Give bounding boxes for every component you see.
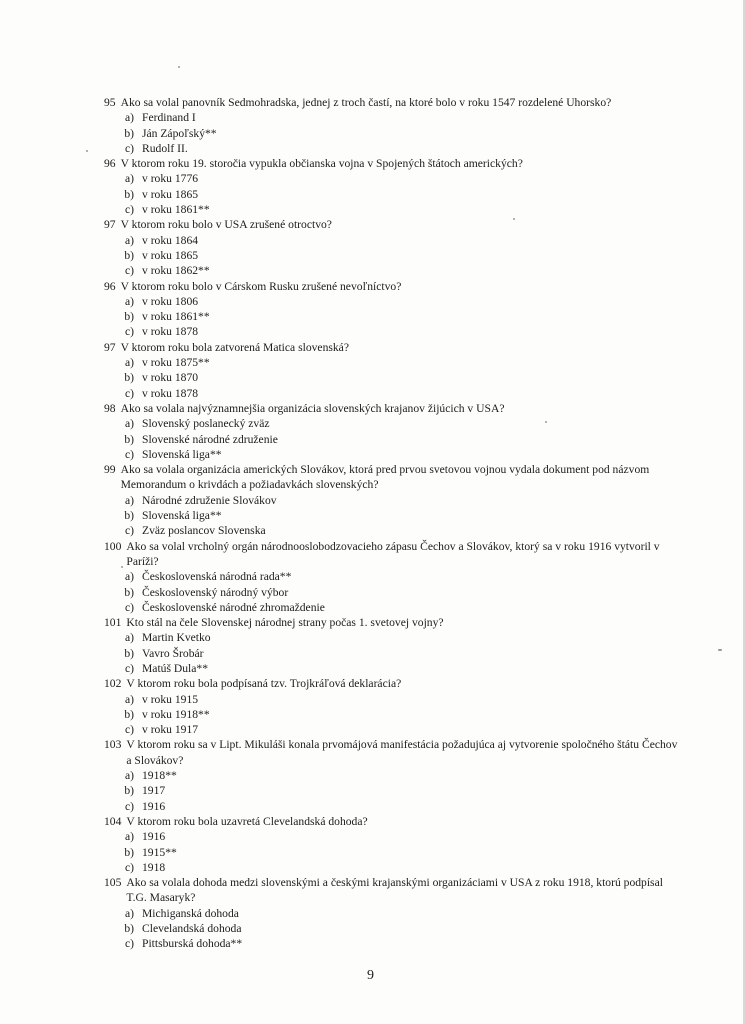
- option-text: v roku 1917: [142, 723, 199, 737]
- question-text: Ako sa volala najvýznamnejšia organizácia slovenských krajanov žijúcich v USA?: [120, 401, 505, 415]
- answer-option: [104, 646, 684, 661]
- option-text: Ján Zápoľský**: [142, 126, 217, 140]
- answer-option: [104, 768, 684, 783]
- question-row: [104, 615, 684, 630]
- option-text: Clevelandská dohoda: [142, 922, 242, 936]
- option-label: c): [124, 141, 134, 155]
- answer-option: [104, 324, 684, 339]
- answer-option: [104, 906, 684, 921]
- question-number: 102: [104, 677, 122, 691]
- answer-option: [104, 508, 684, 523]
- scan-speck: [178, 66, 180, 68]
- question-text: V ktorom roku bola podpísaná tzv. Trojkráľová deklarácia?: [126, 677, 402, 691]
- question-row: [104, 539, 684, 570]
- option-label: a): [124, 631, 134, 645]
- answer-option: [104, 141, 684, 156]
- question-block: [104, 737, 684, 813]
- answer-option: [104, 355, 684, 370]
- option-text: Vavro Šrobár: [142, 646, 204, 660]
- answer-option: [104, 126, 684, 141]
- option-label: b): [124, 509, 134, 523]
- scan-speck: [513, 218, 515, 220]
- option-label: c): [124, 937, 134, 951]
- answer-option: [104, 447, 684, 462]
- option-label: b): [124, 585, 134, 599]
- option-label: b): [124, 432, 134, 446]
- option-label: b): [124, 248, 134, 262]
- option-text: v roku 1918**: [142, 707, 210, 721]
- option-label: c): [124, 264, 134, 278]
- question-block: [104, 95, 684, 156]
- option-text: 1918**: [142, 769, 177, 783]
- question-number: 101: [104, 616, 122, 630]
- question-row: [104, 462, 684, 493]
- question-number: 96: [104, 157, 116, 171]
- option-text: Slovenská liga**: [142, 509, 222, 523]
- option-label: c): [124, 386, 134, 400]
- option-text: v roku 1865: [142, 187, 199, 201]
- question-block: [104, 156, 684, 217]
- question-number: 97: [104, 218, 116, 232]
- option-label: a): [124, 830, 134, 844]
- option-label: b): [124, 371, 134, 385]
- answer-option: [104, 187, 684, 202]
- question-row: [104, 676, 684, 691]
- answer-option: [104, 860, 684, 875]
- question-block: [104, 875, 684, 951]
- question-number: 104: [104, 814, 122, 828]
- answer-option: [104, 783, 684, 798]
- option-label: c): [124, 325, 134, 339]
- option-label: c): [124, 524, 134, 538]
- option-label: b): [124, 707, 134, 721]
- answer-option: [104, 661, 684, 676]
- question-number: 103: [104, 738, 122, 752]
- option-text: Zväz poslancov Slovenska: [142, 524, 266, 538]
- option-text: Slovenský poslanecký zväz: [142, 417, 270, 431]
- option-label: a): [124, 417, 134, 431]
- answer-option: [104, 921, 684, 936]
- option-label: a): [124, 172, 134, 186]
- answer-option: [104, 799, 684, 814]
- question-list: [104, 95, 684, 952]
- option-text: 1918: [142, 860, 166, 874]
- option-text: Pittsburská dohoda**: [142, 937, 243, 951]
- option-label: a): [124, 769, 134, 783]
- answer-option: [104, 263, 684, 278]
- option-text: Slovenská liga**: [142, 447, 222, 461]
- option-label: b): [124, 187, 134, 201]
- question-row: [104, 217, 684, 232]
- question-block: [104, 676, 684, 737]
- option-text: v roku 1878: [142, 325, 199, 339]
- question-text: Ako sa volala dohoda medzi slovenskými a českými krajanskými organizáciami v USA z roku 1918, ktorú podpísal T.G. Masaryk?: [126, 876, 663, 905]
- option-text: Slovenské národné združenie: [142, 432, 278, 446]
- answer-option: [104, 630, 684, 645]
- question-row: [104, 875, 684, 906]
- option-label: c): [124, 203, 134, 217]
- option-label: b): [124, 646, 134, 660]
- option-label: c): [124, 600, 134, 614]
- option-label: a): [124, 493, 134, 507]
- answer-option: [104, 600, 684, 615]
- question-text: Ako sa volala organizácia amerických Slovákov, ktorá pred prvou svetovou vojnou vydala dokument pod názvom Memorandum o krivdách a požiadavkách slovenských?: [120, 463, 650, 492]
- option-label: c): [124, 860, 134, 874]
- question-number: 99: [104, 463, 116, 477]
- question-row: [104, 814, 684, 829]
- option-label: a): [124, 570, 134, 584]
- answer-option: [104, 233, 684, 248]
- scan-speck: [545, 421, 547, 423]
- option-text: v roku 1806: [142, 294, 199, 308]
- scan-speck: [718, 649, 722, 651]
- question-text: V ktorom roku 19. storočia vypukla občianska vojna v Spojených štátoch amerických?: [120, 157, 523, 171]
- answer-option: [104, 110, 684, 125]
- question-block: [104, 462, 684, 538]
- option-text: v roku 1865: [142, 248, 199, 262]
- option-label: a): [124, 233, 134, 247]
- answer-option: [104, 845, 684, 860]
- option-label: a): [124, 692, 134, 706]
- option-label: c): [124, 661, 134, 675]
- question-number: 98: [104, 401, 116, 415]
- question-block: [104, 615, 684, 676]
- page-number: 9: [367, 968, 374, 983]
- question-number: 95: [104, 96, 116, 109]
- answer-option: [104, 416, 684, 431]
- option-text: v roku 1861**: [142, 203, 210, 217]
- option-text: v roku 1861**: [142, 310, 210, 324]
- question-block: [104, 217, 684, 278]
- question-number: 100: [104, 539, 122, 553]
- option-label: b): [124, 310, 134, 324]
- option-label: b): [124, 784, 134, 798]
- answer-option: [104, 829, 684, 844]
- option-label: c): [124, 799, 134, 813]
- option-text: 1916: [142, 830, 166, 844]
- option-label: b): [124, 922, 134, 936]
- answer-option: [104, 585, 684, 600]
- option-text: v roku 1875**: [142, 356, 210, 370]
- option-text: Československý národný výbor: [142, 585, 289, 599]
- question-block: [104, 539, 684, 615]
- question-block: [104, 279, 684, 340]
- answer-option: [104, 171, 684, 186]
- option-text: v roku 1776: [142, 172, 199, 186]
- question-number: 97: [104, 340, 116, 354]
- question-text: V ktorom roku bola zatvorená Matica slovenská?: [120, 340, 349, 354]
- question-text: V ktorom roku sa v Lipt. Mikuláši konala prvomájová manifestácia požadujúca aj vytvorenie spoločného štátu Čechov a Slovákov?: [126, 738, 678, 767]
- option-label: a): [124, 356, 134, 370]
- question-block: [104, 401, 684, 462]
- question-row: [104, 95, 684, 110]
- answer-option: [104, 523, 684, 538]
- question-row: [104, 737, 684, 768]
- option-label: a): [124, 906, 134, 920]
- answer-option: [104, 493, 684, 508]
- question-number: 105: [104, 876, 122, 890]
- option-label: c): [124, 447, 134, 461]
- option-text: 1915**: [142, 845, 177, 859]
- answer-option: [104, 294, 684, 309]
- answer-option: [104, 386, 684, 401]
- question-block: [104, 814, 684, 875]
- question-text: V ktorom roku bolo v USA zrušené otroctvo?: [120, 218, 332, 232]
- option-label: a): [124, 294, 134, 308]
- option-text: Československá národná rada**: [142, 570, 292, 584]
- answer-option: [104, 202, 684, 217]
- option-label: c): [124, 723, 134, 737]
- option-text: v roku 1915: [142, 692, 199, 706]
- answer-option: [104, 248, 684, 263]
- option-text: Československé národné zhromaždenie: [142, 600, 325, 614]
- question-row: [104, 340, 684, 355]
- answer-option: [104, 569, 684, 584]
- question-number: 96: [104, 279, 116, 293]
- option-label: b): [124, 126, 134, 140]
- option-text: Rudolf II.: [142, 141, 188, 155]
- option-label: b): [124, 845, 134, 859]
- question-text: Ako sa volal vrcholný orgán národnooslobodzovacieho zápasu Čechov a Slovákov, ktorý sa v roku 1916 vytvoril v Paríži?: [126, 539, 660, 568]
- answer-option: [104, 707, 684, 722]
- question-text: V ktorom roku bola uzavretá Clevelandská dohoda?: [126, 814, 368, 828]
- option-text: 1917: [142, 784, 166, 798]
- option-text: 1916: [142, 799, 166, 813]
- option-text: v roku 1870: [142, 371, 199, 385]
- answer-option: [104, 370, 684, 385]
- option-text: Michiganská dohoda: [142, 906, 239, 920]
- question-row: [104, 279, 684, 294]
- option-text: v roku 1862**: [142, 264, 210, 278]
- option-text: Ferdinand I: [142, 111, 196, 125]
- scan-speck: [121, 566, 123, 568]
- answer-option: [104, 432, 684, 447]
- question-row: [104, 401, 684, 416]
- answer-option: [104, 936, 684, 951]
- question-text: Kto stál na čele Slovenskej národnej strany počas 1. svetovej vojny?: [126, 616, 444, 630]
- option-text: v roku 1864: [142, 233, 199, 247]
- answer-option: [104, 722, 684, 737]
- option-text: v roku 1878: [142, 386, 199, 400]
- question-text: Ako sa volal panovník Sedmohradska, jednej z troch častí, na ktoré bolo v roku 1547 rozdelené Uhorsko?: [120, 96, 612, 109]
- question-block: [104, 340, 684, 401]
- option-text: Matúš Dula**: [142, 661, 209, 675]
- question-row: [104, 156, 684, 171]
- option-label: a): [124, 111, 134, 125]
- answer-option: [104, 309, 684, 324]
- option-text: Národné združenie Slovákov: [142, 493, 277, 507]
- question-text: V ktorom roku bolo v Cárskom Rusku zrušené nevoľníctvo?: [120, 279, 402, 293]
- answer-option: [104, 692, 684, 707]
- scan-speck: [86, 150, 88, 152]
- option-text: Martin Kvetko: [142, 631, 211, 645]
